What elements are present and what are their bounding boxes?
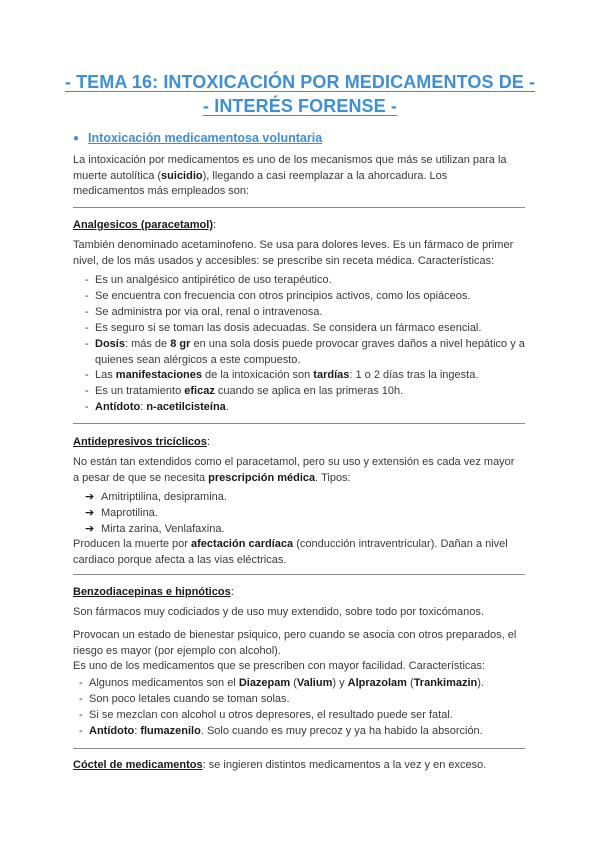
analgesicos-paragraph: También denominado acetaminofeno. Se usa para dolores leves. Es un fármaco de primer nivel, de los más usados y accesibles: se prescribe sin receta médica. Características:	[73, 239, 514, 267]
list-item: - Antídoto: flumazenilo. Solo cuando es muy precoz y ya ha habido la absorción.	[79, 725, 483, 737]
arrow-icon: ➔	[85, 507, 95, 519]
antidepresivos-heading: Antidepresivos tricíclicos:	[73, 436, 210, 448]
page-title-line-1: - TEMA 16: INTOXICACIÓN POR MEDICAMENTOS DE -	[64, 72, 536, 92]
bullet-dot-icon: ●	[73, 133, 80, 144]
list-item: - Se administra por via oral, renal o intravenosa.	[85, 306, 323, 318]
page-title-line-2: - INTERÉS FORENSE -	[203, 96, 397, 116]
list-item: - Es un tratamiento eficaz cuando se aplica en las primeras 10h.	[85, 385, 404, 397]
list-item: - Son poco letales cuando se toman solas.	[79, 693, 290, 705]
arrow-list-item: ➔ Mirta zarina, Venlafaxina.	[85, 523, 225, 535]
benzo-paragraph-1: Son fármacos muy codiciados y de uso muy extendido, sobre todo por toxicómanos.	[73, 606, 484, 618]
arrow-list-item: ➔ Maprotilina.	[85, 507, 158, 519]
list-item: - Es seguro si se toman las dosis adecuadas. Se considera un fármaco esencial.	[85, 322, 482, 334]
coctel-heading: Cóctel de medicamentos: se ingieren distintos medicamentos a la vez y en exceso.	[73, 759, 487, 771]
divider	[73, 207, 525, 208]
analgesicos-heading: Analgesicos (paracetamol):	[73, 219, 217, 231]
arrow-icon: ➔	[85, 491, 95, 503]
intro-paragraph: La intoxicación por medicamentos es uno de los mecanismos que más se utilizan para la muerte autolítica (suicidio), llegando a casi reemplazar a la ahorcadura. Los medicamentos más empleados son:	[73, 154, 507, 197]
benzodiacepinas-heading: Benzodiacepinas e hipnóticos:	[73, 586, 234, 598]
section-bullet-heading: ● Intoxicación medicamentosa voluntaria	[73, 131, 323, 145]
list-item: - Algunos medicamentos son el Diazepam (Valium) y Alprazolam (Trankimazin).	[79, 677, 484, 689]
divider	[73, 423, 525, 424]
antidepresivos-paragraph-2: Producen la muerte por afectación cardíaca (conducción intraventricular). Dañan a nivel cardiaco porque afecta a las vias eléctricas.	[73, 538, 508, 566]
arrow-icon: ➔	[85, 523, 95, 535]
arrow-list-item: ➔ Amitriptilina, desipramina.	[85, 491, 227, 503]
list-item: - Es un analgésico antipirético de uso terapéutico.	[85, 274, 332, 286]
list-item-dosis: - Dosís: más de 8 gr en una sola dosis puede provocar graves daños a nivel hepático y a quienes sean alérgicos a este compuesto.	[85, 338, 525, 366]
divider	[73, 748, 525, 749]
list-item: - Las manifestaciones de la intoxicación son tardías: 1 o 2 días tras la ingesta.	[85, 369, 479, 381]
antidepresivos-paragraph: No están tan extendidos como el paracetamol, pero su uso y extensión es cada vez mayor a pesar de que se necesita prescripción médica. Tipos:	[73, 456, 515, 484]
benzo-paragraph-2: Provocan un estado de bienestar psiquico, pero cuando se asocia con otros preparados, el riesgo es mayor (por ejemplo con alcohol).	[73, 629, 517, 657]
list-item: - Antídoto: n-acetilcisteína.	[85, 401, 229, 413]
list-item: - Se encuentra con frecuencia con otros principios activos, como los opiáceos.	[85, 290, 471, 302]
benzo-paragraph-3: Es uno de los medicamentos que se prescriben con mayor facilidad. Características:	[73, 660, 486, 672]
divider	[73, 574, 525, 575]
list-item: - Si se mezclan con alcohol u otros depresores, el resultado puede ser fatal.	[79, 709, 453, 721]
